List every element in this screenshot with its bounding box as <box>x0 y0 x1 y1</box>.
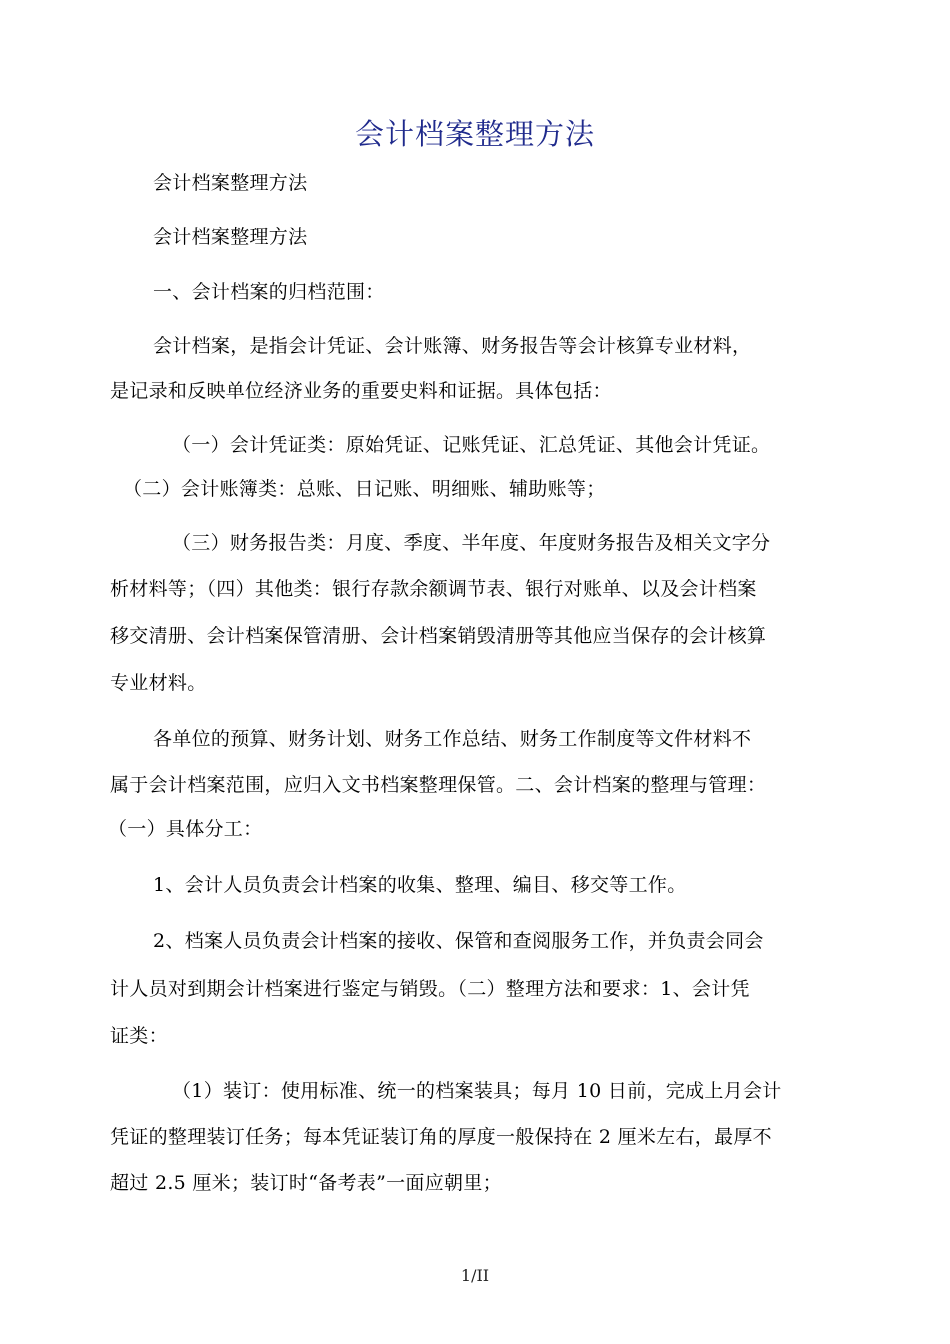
paragraph-line: 凭证的整理装订任务；每本凭证装订角的厚度一般保持在 2 厘米左右，最厚不 <box>110 1126 772 1148</box>
list-item: 1、会计人员负责会计档案的收集、整理、编目、移交等工作。 <box>153 874 687 896</box>
paragraph-line: 属于会计档案范围，应归入文书档案整理保管。二、会计档案的整理与管理： <box>110 774 767 796</box>
paragraph-line: 专业材料。 <box>110 672 207 694</box>
paragraph-line: 会计档案整理方法 <box>153 172 308 194</box>
section-heading: 一、会计档案的归档范围： <box>153 281 385 303</box>
paragraph-line: 是记录和反映单位经济业务的重要史料和证据。具体包括： <box>110 380 612 402</box>
paragraph-line: 会计档案，是指会计凭证、会计账簿、财务报告等会计核算专业材料， <box>153 335 752 357</box>
paragraph-line: （一）具体分工： <box>108 818 263 840</box>
list-item: 2、档案人员负责会计档案的接收、保管和查阅服务工作，并负责会同会 <box>153 930 764 952</box>
paragraph-line: 各单位的预算、财务计划、财务工作总结、财务工作制度等文件材料不 <box>153 728 752 750</box>
paragraph-line: （二）会计账簿类：总账、日记账、明细账、辅助账等； <box>123 478 606 500</box>
paragraph-line: 超过 2.5 厘米；装订时“备考表”一面应朝里； <box>110 1172 502 1194</box>
paragraph-line: 计人员对到期会计档案进行鉴定与销毁。（二）整理方法和要求：1、会计凭 <box>110 978 750 1000</box>
list-item: （1）装订：使用标准、统一的档案装具；每月 10 日前，完成上月会计 <box>172 1080 782 1102</box>
paragraph-line: 移交清册、会计档案保管清册、会计档案销毁清册等其他应当保存的会计核算 <box>110 625 767 647</box>
page-number: 1/II <box>460 1266 490 1285</box>
paragraph-line: 证类： <box>110 1025 168 1047</box>
document-title: 会计档案整理方法 <box>354 117 595 151</box>
paragraph-line: 会计档案整理方法 <box>153 226 308 248</box>
paragraph-line: 析材料等；（四）其他类：银行存款余额调节表、银行对账单、以及会计档案 <box>110 578 757 600</box>
paragraph-line: （三）财务报告类：月度、季度、半年度、年度财务报告及相关文字分 <box>172 532 771 554</box>
paragraph-line: （一）会计凭证类：原始凭证、记账凭证、汇总凭证、其他会计凭证。 <box>172 434 771 456</box>
